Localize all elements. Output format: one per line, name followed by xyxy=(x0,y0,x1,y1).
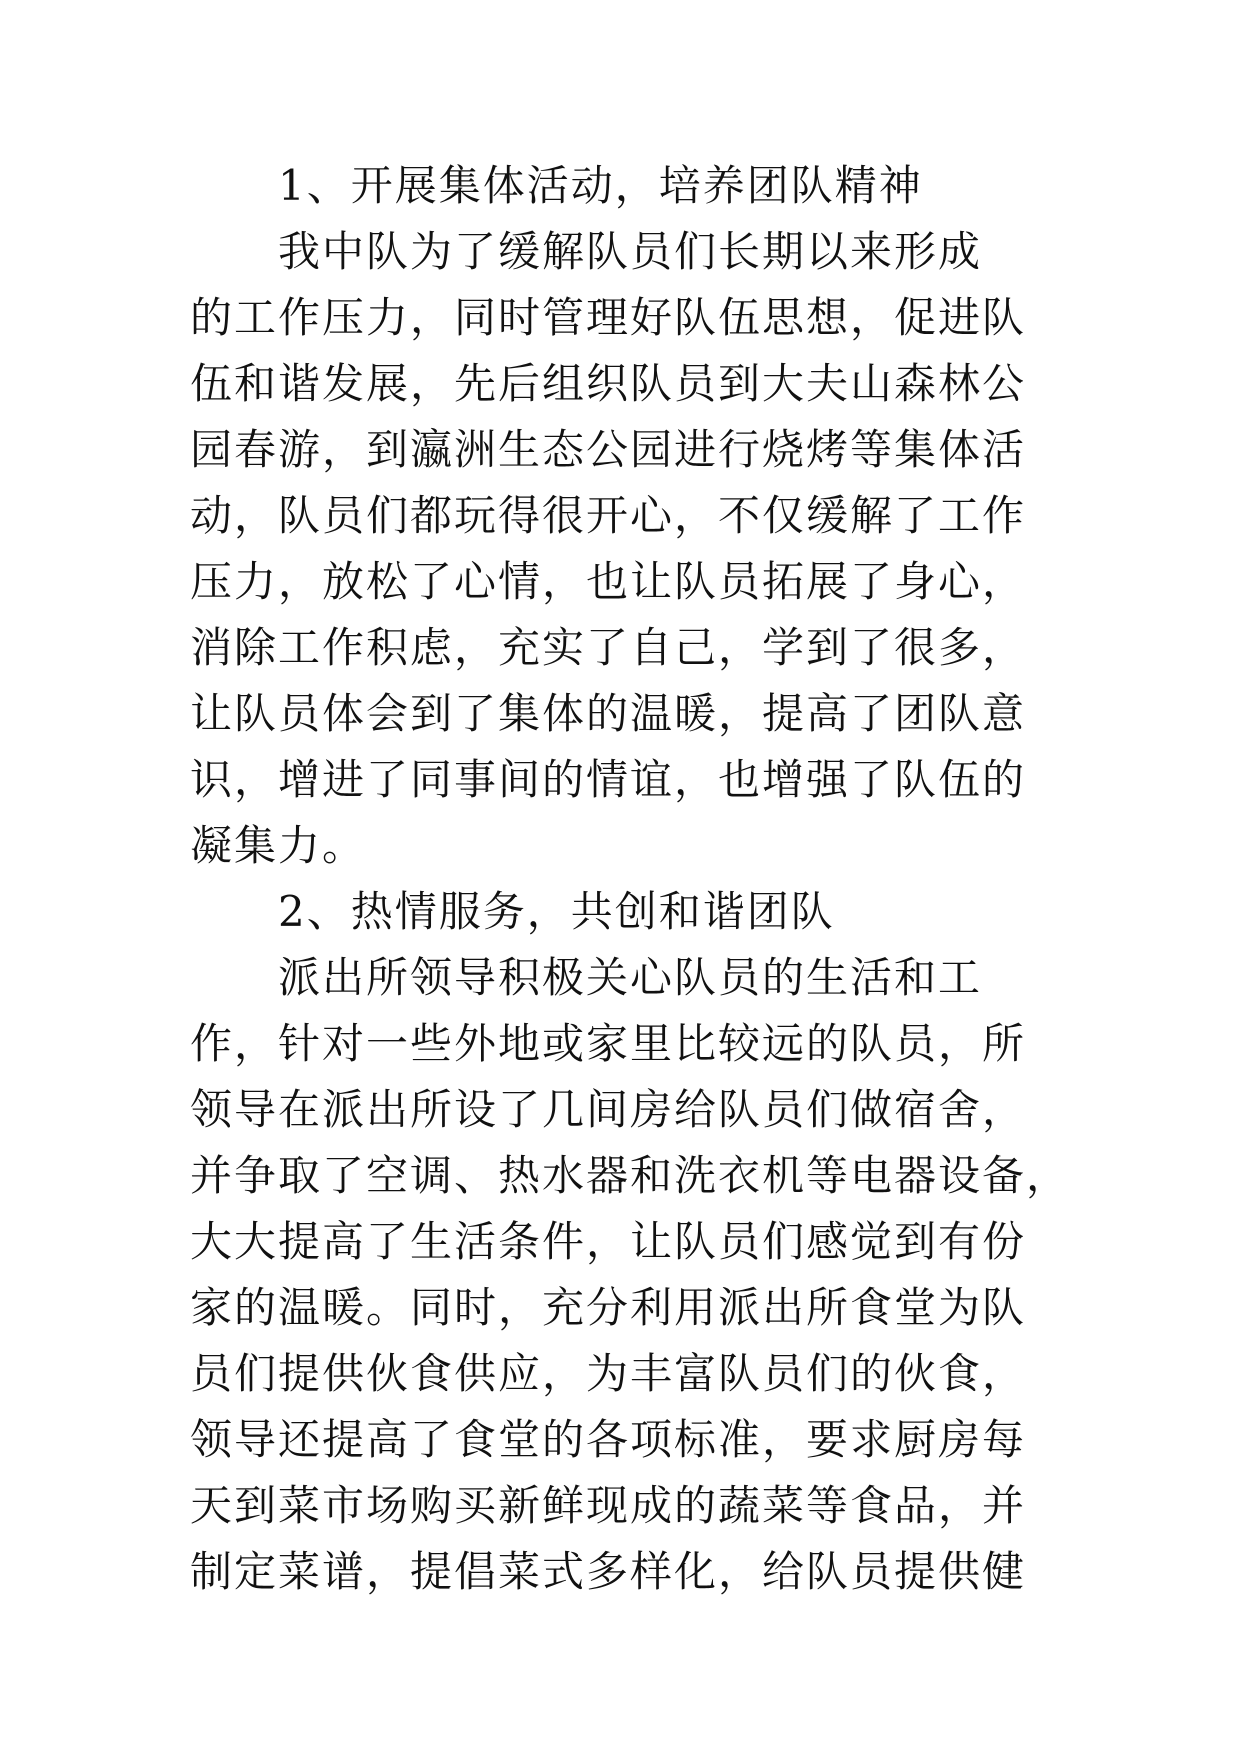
section-1-paragraph-line: 的工作压力，同时管理好队伍思想，促进队 xyxy=(190,293,1027,342)
section-1-heading: 1、开展集体活动，培养团队精神 xyxy=(278,161,923,210)
section-2-paragraph-line: 员们提供伙食供应，为丰富队员们的伙食， xyxy=(190,1349,1027,1398)
section-1-paragraph-line: 识，增进了同事间的情谊，也增强了队伍的 xyxy=(190,755,1027,804)
section-2-paragraph-line: 作，针对一些外地或家里比较远的队员，所 xyxy=(190,1019,1027,1068)
section-2-paragraph-line: 家的温暖。同时，充分利用派出所食堂为队 xyxy=(190,1283,1027,1332)
section-1-paragraph-line: 我中队为了缓解队员们长期以来形成 xyxy=(278,227,983,276)
section-1-paragraph-line: 让队员体会到了集体的温暖，提高了团队意 xyxy=(190,689,1027,738)
section-2-paragraph-line: 制定菜谱，提倡菜式多样化，给队员提供健 xyxy=(190,1547,1027,1596)
section-2-paragraph-line: 领导还提高了食堂的各项标准，要求厨房每 xyxy=(190,1415,1027,1464)
section-2-paragraph-line: 领导在派出所设了几间房给队员们做宿舍， xyxy=(190,1085,1027,1134)
section-1-paragraph-line: 压力，放松了心情，也让队员拓展了身心， xyxy=(190,557,1027,606)
section-1-paragraph-line: 凝集力。 xyxy=(190,821,367,870)
section-2-paragraph-line: 派出所领导积极关心队员的生活和工 xyxy=(278,953,983,1002)
section-1-paragraph-line: 伍和谐发展，先后组织队员到大夫山森林公 xyxy=(190,359,1027,408)
section-2-heading: 2、热情服务，共创和谐团队 xyxy=(278,887,835,936)
section-1-paragraph-line: 消除工作积虑，充实了自己，学到了很多， xyxy=(190,623,1027,672)
section-2-paragraph-line: 大大提高了生活条件，让队员们感觉到有份 xyxy=(190,1217,1027,1266)
section-1-paragraph-line: 园春游，到瀛洲生态公园进行烧烤等集体活 xyxy=(190,425,1027,474)
section-1-paragraph-line: 动，队员们都玩得很开心，不仅缓解了工作 xyxy=(190,491,1027,540)
section-2-paragraph-line: 天到菜市场购买新鲜现成的蔬菜等食品，并 xyxy=(190,1481,1027,1530)
section-2-paragraph-line: 并争取了空调、热水器和洗衣机等电器设备， xyxy=(190,1151,1071,1200)
